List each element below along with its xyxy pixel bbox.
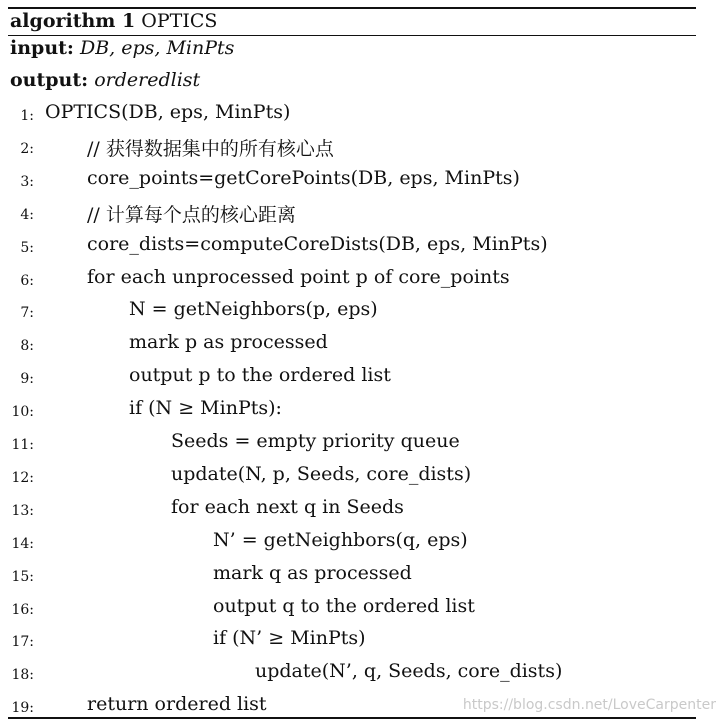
line-number: 14: <box>11 535 34 552</box>
input-line <box>10 37 234 59</box>
line-code: update(N, p, Seeds, core_dists) <box>171 462 472 485</box>
line-number: 11: <box>11 437 34 453</box>
output-label: output: <box>10 69 89 91</box>
algorithm-name: OPTICS <box>141 10 218 32</box>
line-number: 18: <box>11 667 34 684</box>
line-number: 12: <box>11 469 34 486</box>
line-number: 8: <box>20 338 34 355</box>
line-code: N = getNeighbors(p, eps) <box>129 298 378 321</box>
line-code: mark q as processed <box>213 561 412 584</box>
line-number: 17: <box>11 634 34 651</box>
line-number: 4: <box>20 206 34 223</box>
line-number: 16: <box>11 601 34 618</box>
line-code: N’ = getNeighbors(q, eps) <box>213 528 468 551</box>
line-code: return ordered list <box>87 693 267 716</box>
line-number: 6: <box>20 272 34 289</box>
line-number: 5: <box>20 239 34 256</box>
line-code: // 计算每个点的核心距离 <box>87 203 296 226</box>
line-code: output p to the ordered list <box>129 364 391 387</box>
line-number: 13: <box>11 502 34 519</box>
algorithm-label: algorithm 1 <box>10 10 136 32</box>
line-code: core_dists=computeCoreDists(DB, eps, MinPts) <box>87 232 548 255</box>
line-number: 1: <box>20 108 34 124</box>
bottom-rule <box>8 717 696 719</box>
line-code: update(N’, q, Seeds, core_dists) <box>255 660 563 683</box>
algorithm-caption <box>10 9 217 33</box>
line-number: 2: <box>20 140 34 157</box>
line-code: if (N ≥ MinPts): <box>129 397 282 420</box>
output-value: orderedlist <box>94 69 201 91</box>
output-line <box>10 69 200 91</box>
line-number: 9: <box>20 371 34 388</box>
line-code: OPTICS(DB, eps, MinPts) <box>45 101 291 123</box>
input-label: input: <box>10 37 74 59</box>
line-code: if (N’ ≥ MinPts) <box>213 627 366 650</box>
line-code: Seeds = empty priority queue <box>171 430 460 452</box>
input-value: DB, eps, MinPts <box>79 37 235 59</box>
line-number: 7: <box>20 305 34 322</box>
line-number: 19: <box>11 700 34 717</box>
watermark: https://blog.csdn.net/LoveCarpenter <box>462 697 716 713</box>
caption-rule <box>8 35 696 36</box>
line-number: 3: <box>20 173 34 190</box>
line-number: 15: <box>11 568 34 585</box>
line-code: output q to the ordered list <box>213 594 475 617</box>
line-number: 10: <box>11 404 34 421</box>
line-code: // 获得数据集中的所有核心点 <box>87 137 334 160</box>
line-code: for each unprocessed point p of core_points <box>87 265 510 288</box>
line-code: for each next q in Seeds <box>171 495 404 518</box>
line-code: mark p as processed <box>129 331 328 354</box>
line-code: core_points=getCorePoints(DB, eps, MinPts) <box>87 166 520 189</box>
